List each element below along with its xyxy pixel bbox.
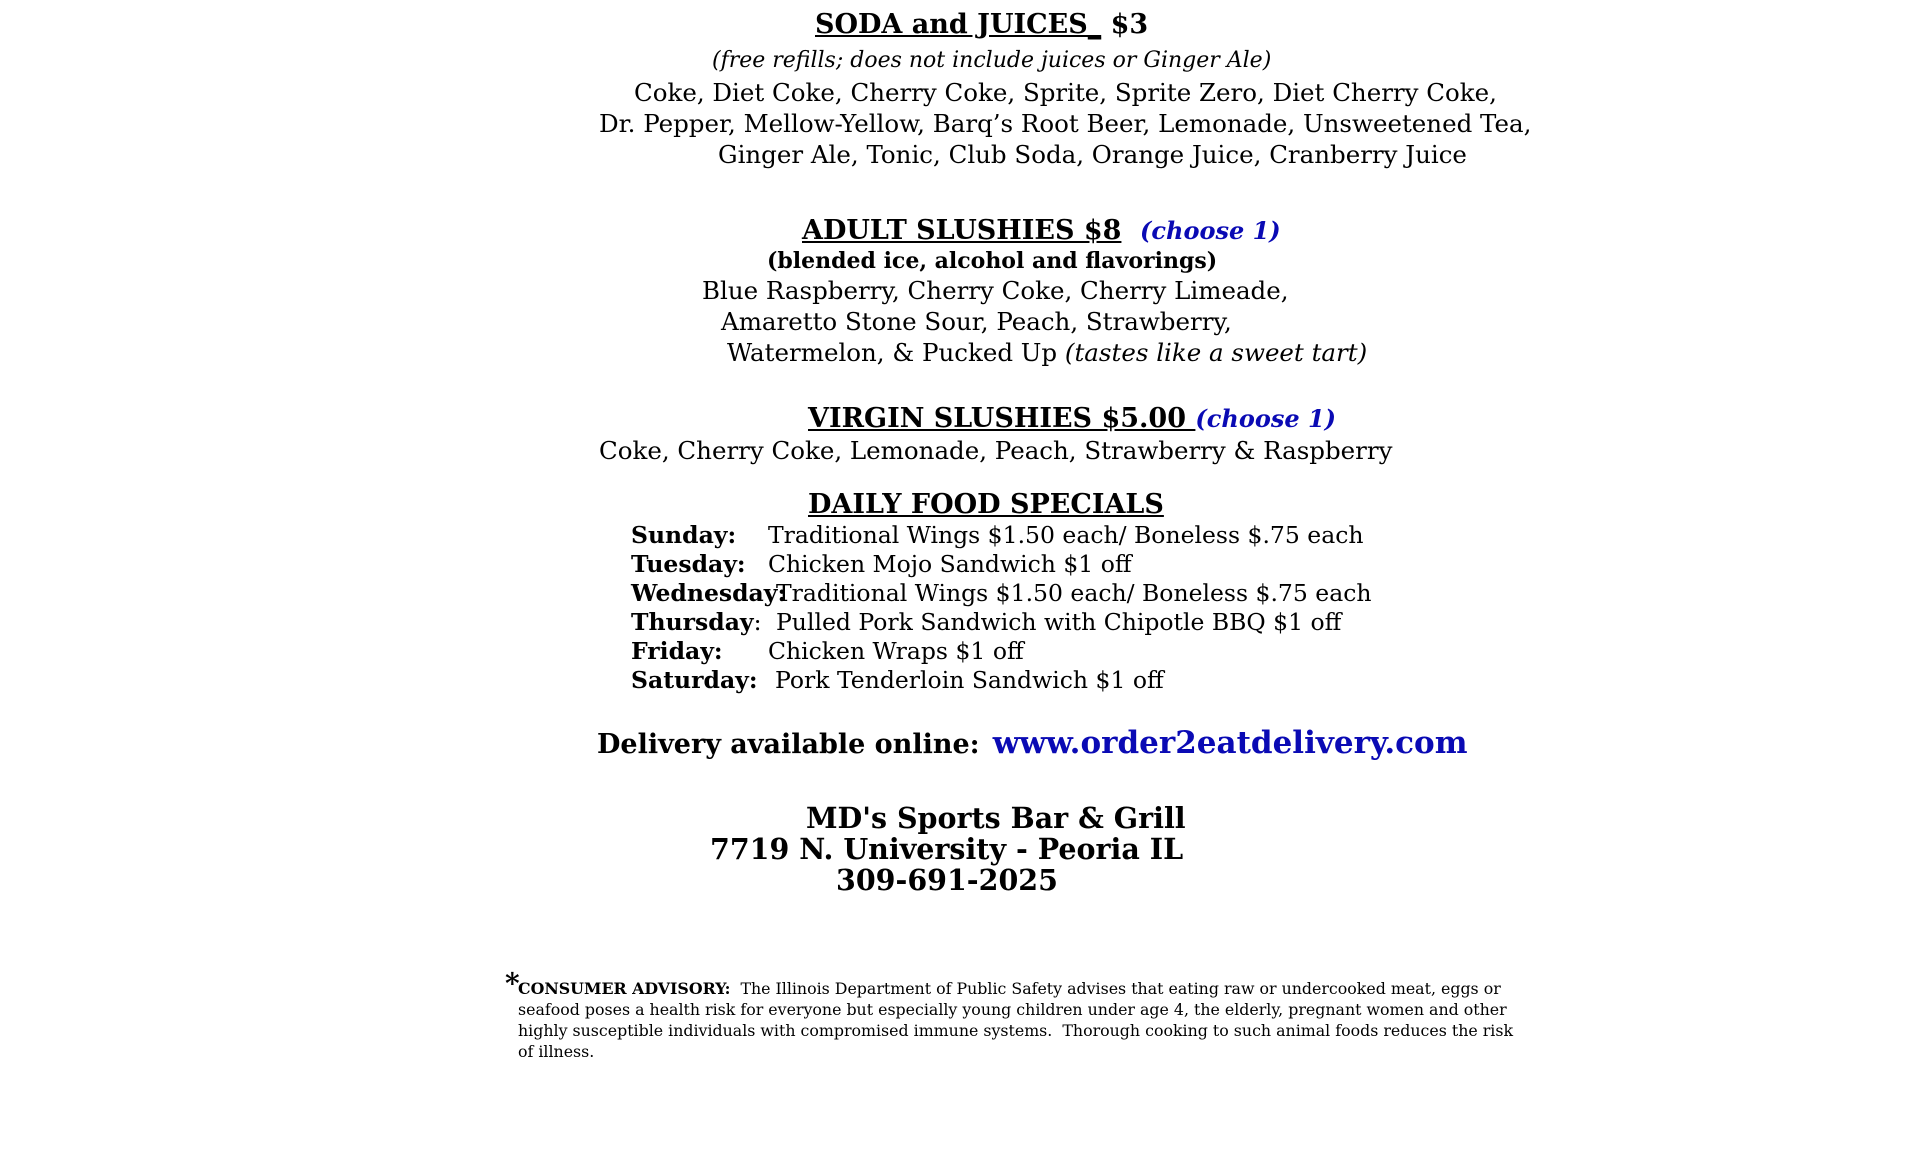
virgin-slushies-title: VIRGIN SLUSHIES $5.00 [808,403,1196,434]
adult-slushies-tart-note: (tastes like a sweet tart) [1064,338,1368,367]
special-day-thursday-colon: : [753,608,762,636]
adult-slushies-title: ADULT SLUSHIES $8 [802,215,1122,246]
adult-slushies-heading [802,215,1281,246]
virgin-slushies-heading [808,403,1336,434]
special-desc-friday: Chicken Wraps $1 off [768,637,1024,665]
soda-section-heading [815,9,1148,40]
special-day-saturday: Saturday: [631,666,758,694]
special-day-sunday: Sunday: [631,521,737,549]
adult-slushies-flavor-line: Amaretto Stone Sour, Peach, Strawberry, [721,307,1232,336]
special-day-thursday [631,609,762,636]
delivery-label: Delivery available online: [597,729,980,760]
virgin-slushies-choose-note: (choose 1) [1195,404,1337,433]
special-day-thursday-label: Thursday [631,608,754,636]
soda-section-price: $3 [1101,9,1149,40]
business-address: 7719 N. University - Peoria IL [710,832,1184,866]
advisory-label: CONSUMER ADVISORY: [518,979,731,998]
special-day-friday: Friday: [631,637,723,665]
soda-list-line: Ginger Ale, Tonic, Club Soda, Orange Juice, Cranberry Juice [718,140,1467,169]
adult-slushies-choose-note: (choose 1) [1140,216,1281,245]
business-name: MD's Sports Bar & Grill [806,801,1186,835]
special-desc-thursday: Pulled Pork Sandwich with Chipotle BBQ $1 off [776,608,1342,636]
adult-slushies-description: (blended ice, alcohol and flavorings) [767,248,1218,274]
adult-slushies-flavor-line: Blue Raspberry, Cherry Coke, Cherry Limeade, [702,276,1289,305]
delivery-line [597,726,1468,762]
soda-list-line: Coke, Diet Coke, Cherry Coke, Sprite, Sprite Zero, Diet Cherry Coke, [634,78,1497,107]
business-phone: 309-691-2025 [836,863,1058,897]
advisory-text: The Illinois Department of Public Safety advises that eating raw or undercooked meat, eggs or seafood poses a health risk for everyone but especially young children under age 4, the elderly, pregnant women and other highly susceptible individuals with compromised immune systems. Thorough cooking to such animal foods reduces the risk of illness. [518,979,1519,1061]
adult-slushies-flavor-line [727,339,1367,367]
advisory-asterisk: * [505,967,520,1000]
soda-refill-note: (free refills; does not include juices or Ginger Ale) [712,48,1272,73]
special-desc-saturday: Pork Tenderloin Sandwich $1 off [775,666,1164,694]
adult-slushies-last-flavors: Watermelon, & Pucked Up [727,338,1065,367]
special-day-wednesday: Wednesday: [631,579,787,607]
special-desc-sunday: Traditional Wings $1.50 each/ Boneless $.75 each [768,521,1364,549]
soda-list-line: Dr. Pepper, Mellow-Yellow, Barq’s Root Beer, Lemonade, Unsweetened Tea, [599,109,1532,138]
virgin-slushies-flavor-line: Coke, Cherry Coke, Lemonade, Peach, Strawberry & Raspberry [599,436,1393,465]
daily-specials-heading: DAILY FOOD SPECIALS [808,489,1164,520]
soda-section-title: SODA and JUICES_ [815,9,1102,40]
special-desc-tuesday: Chicken Mojo Sandwich $1 off [768,550,1132,578]
special-desc-wednesday: Traditional Wings $1.50 each/ Boneless $.75 each [776,579,1372,607]
delivery-website-link[interactable]: www.order2eatdelivery.com [992,725,1468,761]
consumer-advisory [518,978,1528,1062]
special-day-tuesday: Tuesday: [631,550,746,578]
